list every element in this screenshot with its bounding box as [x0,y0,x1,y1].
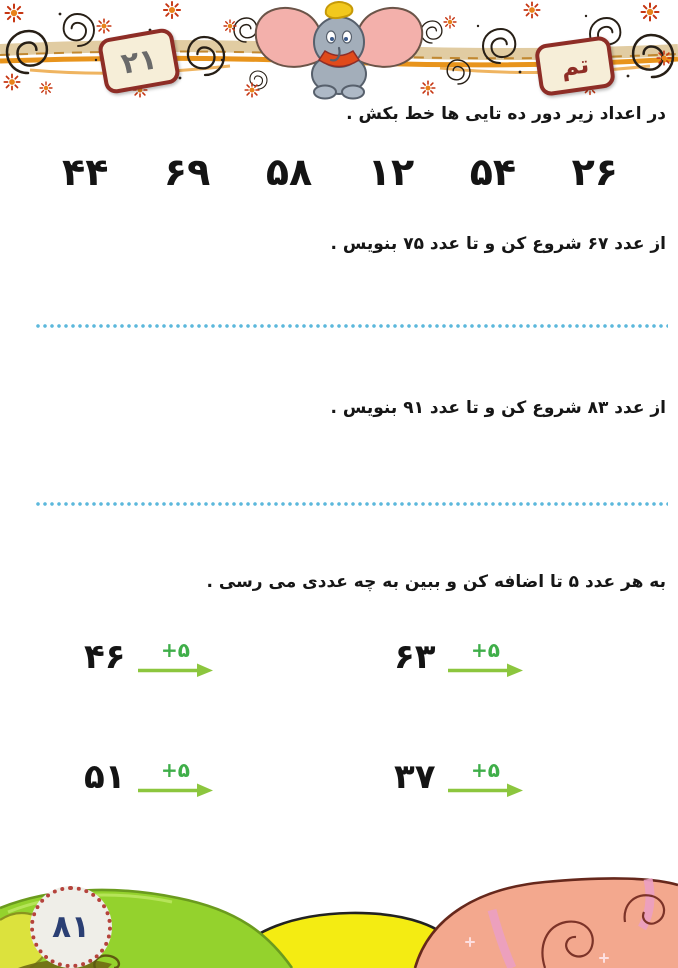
number-item[interactable]: ۵۸ [265,150,313,194]
answer-line[interactable] [36,324,668,328]
add-five-item[interactable] [84,637,214,677]
exercise4-instruction: به هر عدد ۵ تا اضافه کن و ببین به چه عددی می رسی . [206,572,666,592]
right-arrow-icon [138,661,214,677]
add-five-item[interactable] [84,757,214,797]
right-arrow-icon [138,781,214,797]
right-arrow-icon [448,781,524,797]
plus-five-label: +۵ [161,638,190,662]
decorative-header [0,0,678,100]
start-number: ۴۶ [84,637,126,677]
plus-five-arrow [448,640,524,677]
number-item[interactable]: ۴۴ [62,150,109,194]
snail-shell-icon [415,878,678,968]
plus-five-arrow [448,760,524,797]
answer-line[interactable] [36,502,668,506]
number-item[interactable]: ۱۲ [367,150,415,194]
plus-five-label: +۵ [471,638,500,662]
exercise3-instruction: از عدد ۸۳ شروع کن و تا عدد ۹۱ بنویس . [330,398,666,418]
add-five-item[interactable] [394,637,524,677]
page-number-label: ۸۱ [52,909,90,945]
theme-badge-label: تم [559,50,591,82]
plus-five-arrow [138,640,214,677]
number-item[interactable]: ۲۶ [571,150,618,194]
plus-five-label: +۵ [161,758,190,782]
right-arrow-icon [448,661,524,677]
start-number: ۳۷ [394,757,436,797]
start-number: ۵۱ [84,757,126,797]
page-number-badge [30,886,112,968]
plus-five-arrow [138,760,214,797]
lesson-number-label: ۲۱ [118,41,160,81]
exercise2-instruction: از عدد ۶۷ شروع کن و تا عدد ۷۵ بنویس . [330,234,666,254]
exercise1-numbers [62,146,618,198]
start-number: ۶۳ [394,637,436,677]
exercise1-instruction: در اعداد زیر دور ده تایی ها خط بکش . [346,104,666,124]
number-item[interactable]: ۵۴ [469,150,517,194]
theme-badge [534,35,616,97]
number-item[interactable]: ۶۹ [163,150,211,194]
dumbo-elephant-icon [256,2,422,98]
add-five-item[interactable] [394,757,524,797]
plus-five-label: +۵ [471,758,500,782]
